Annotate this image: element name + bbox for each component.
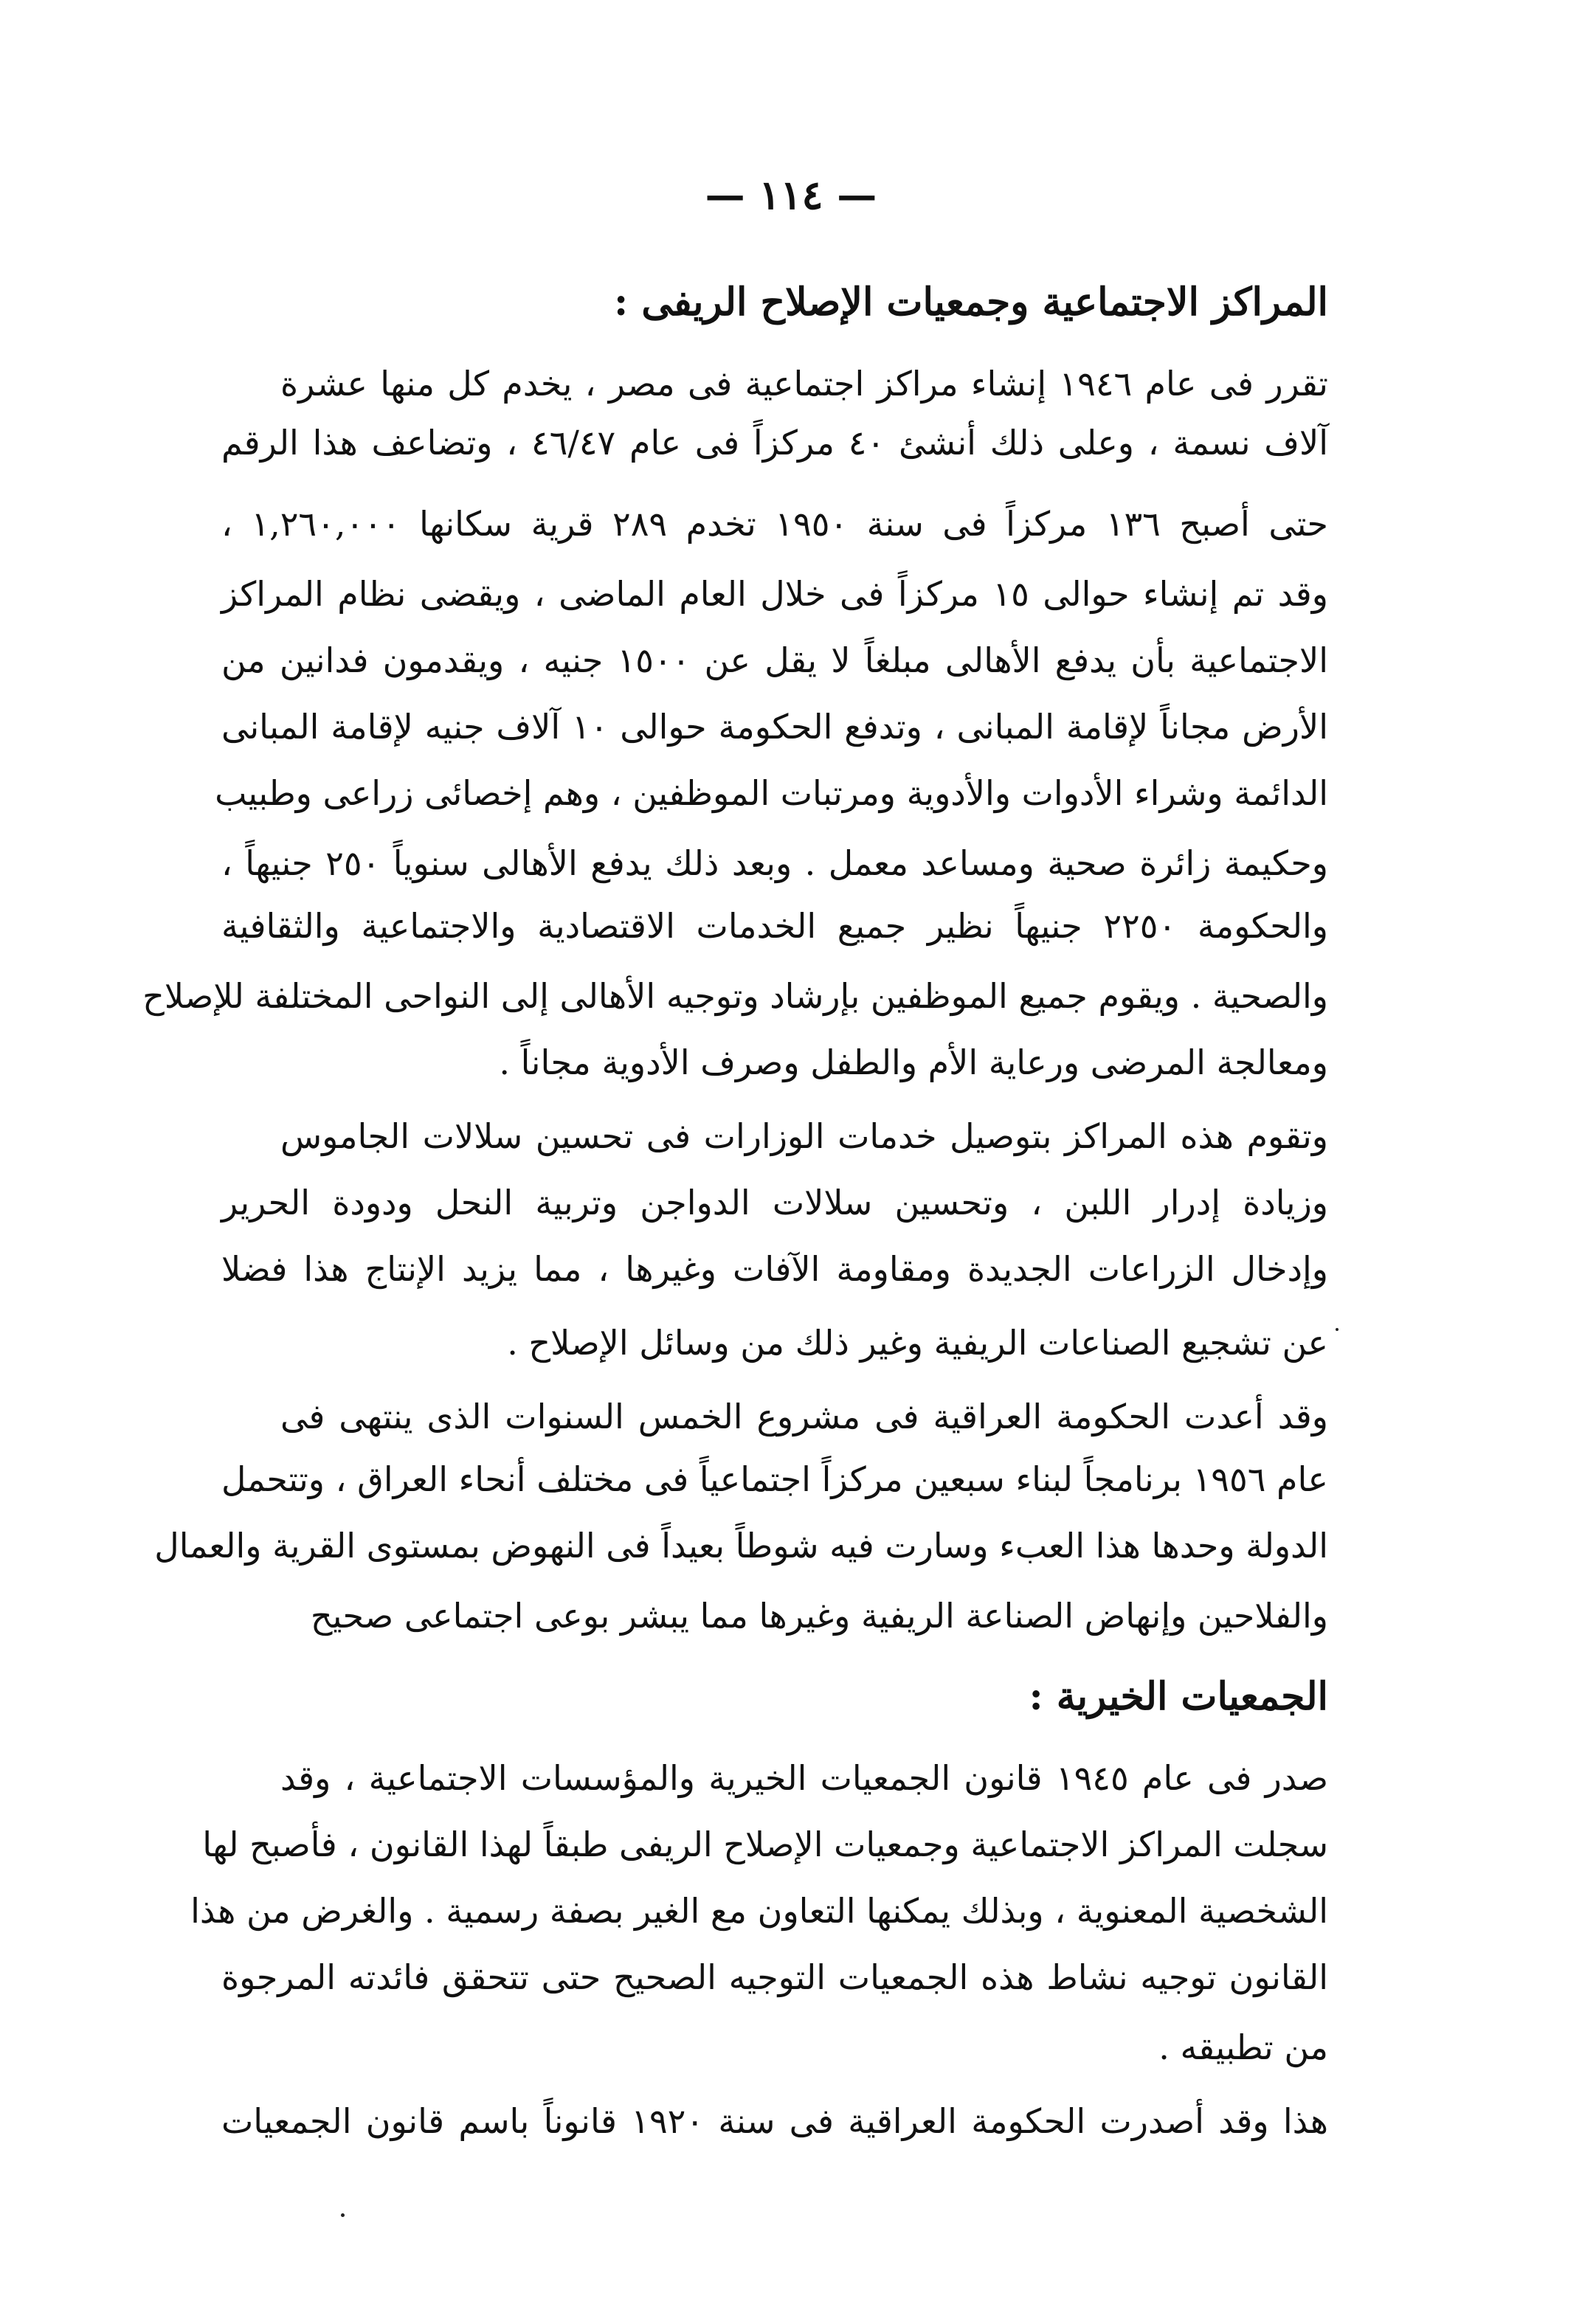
- text-line: آلاف نسمة ، وعلى ذلك أنشئ ٤٠ مركزاً فى عام ٤٦/٤٧ ، وتضاعف هذا الرقم: [221, 423, 1328, 463]
- text-line: عام ١٩٥٦ برنامجاً لبناء سبعين مركزاً اجتماعياً فى مختلف أنحاء العراق ، وتتحمل: [221, 1459, 1328, 1499]
- text-line: عن تشجيع الصناعات الريفية وغير ذلك من وسائل الإصلاح .: [507, 1323, 1328, 1363]
- text-line: ومعالجة المرضى ورعاية الأم والطفل وصرف الأدوية مجاناً .: [499, 1042, 1328, 1082]
- text-line: وزيادة إدرار اللبن ، وتحسين سلالات الدواجن وتربية النحل ودودة الحرير: [221, 1183, 1328, 1222]
- text-line: وقد أعدت الحكومة العراقية فى مشروع الخمس السنوات الذى ينتهى فى: [280, 1397, 1328, 1436]
- scan-speck: [341, 2213, 345, 2217]
- text-line: سجلت المراكز الاجتماعية وجمعيات الإصلاح الريفى طبقاً لهذا القانون ، فأصبح لها: [202, 1825, 1328, 1864]
- text-line: وقد تم إنشاء حوالى ١٥ مركزاً فى خلال العام الماضى ، ويقضى نظام المراكز: [221, 574, 1328, 614]
- text-line: القانون توجيه نشاط هذه الجمعيات التوجيه الصحيح حتى تتحقق فائدته المرجوة: [221, 1957, 1328, 1997]
- text-line: الشخصية المعنوية ، وبذلك يمكنها التعاون مع الغير بصفة رسمية . والغرض من هذا: [190, 1891, 1328, 1931]
- text-line: من تطبيقه .: [1158, 2027, 1328, 2067]
- section-heading-social-centers: المراكز الاجتماعية وجمعيات الإصلاح الريفى :: [614, 280, 1328, 325]
- text-line: الدولة وحدها هذا العبء وسارت فيه شوطاً بعيداً فى النهوض بمستوى القرية والعمال: [154, 1526, 1328, 1566]
- section-heading-charitable-societies: الجمعيات الخيرية :: [1029, 1674, 1328, 1719]
- text-line: والحكومة ٢٢٥٠ جنيهاً نظير جميع الخدمات الاقتصادية والاجتماعية والثقافية: [221, 906, 1328, 946]
- text-line: وإدخال الزراعات الجديدة ومقاومة الآفات وغيرها ، مما يزيد الإنتاج هذا فضلا: [221, 1249, 1328, 1289]
- text-line: وتقوم هذه المراكز بتوصيل خدمات الوزارات فى تحسين سلالات الجاموس: [280, 1116, 1328, 1156]
- text-line: حتى أصبح ١٣٦ مركزاً فى سنة ١٩٥٠ تخدم ٢٨٩ قرية سكانها ١,٢٦٠,٠٠٠ ،: [221, 504, 1328, 544]
- text-line: هذا وقد أصدرت الحكومة العراقية فى سنة ١٩٢٠ قانوناً باسم قانون الجمعيات: [221, 2101, 1328, 2141]
- text-line: الاجتماعية بأن يدفع الأهالى مبلغاً لا يقل عن ١٥٠٠ جنيه ، ويقدمون فدانين من: [221, 640, 1328, 680]
- text-line: وحكيمة زائرة صحية ومساعد معمل . وبعد ذلك يدفع الأهالى سنوياً ٢٥٠ جنيهاً ،: [221, 843, 1328, 883]
- text-line: والفلاحين وإنهاض الصناعة الريفية وغيرها مما يبشر بوعى اجتماعى صحيح: [310, 1596, 1328, 1636]
- text-line: الدائمة وشراء الأدوات والأدوية ومرتبات الموظفين ، وهم إخصائى زراعى وطبيب: [215, 773, 1328, 813]
- text-line: الأرض مجاناً لإقامة المبانى ، وتدفع الحكومة حوالى ١٠ آلاف جنيه لإقامة المبانى: [221, 707, 1328, 747]
- text-line: والصحية . ويقوم جميع الموظفين بإرشاد وتوجيه الأهالى إلى النواحى المختلفة للإصلاح: [142, 976, 1328, 1016]
- text-line: تقرر فى عام ١٩٤٦ إنشاء مراكز اجتماعية فى مصر ، يخدم كل منها عشرة: [280, 364, 1328, 404]
- scan-speck: [1336, 1328, 1339, 1331]
- page-number: — ١١٤ —: [705, 171, 877, 218]
- text-line: صدر فى عام ١٩٤٥ قانون الجمعيات الخيرية والمؤسسات الاجتماعية ، وقد: [280, 1758, 1329, 1798]
